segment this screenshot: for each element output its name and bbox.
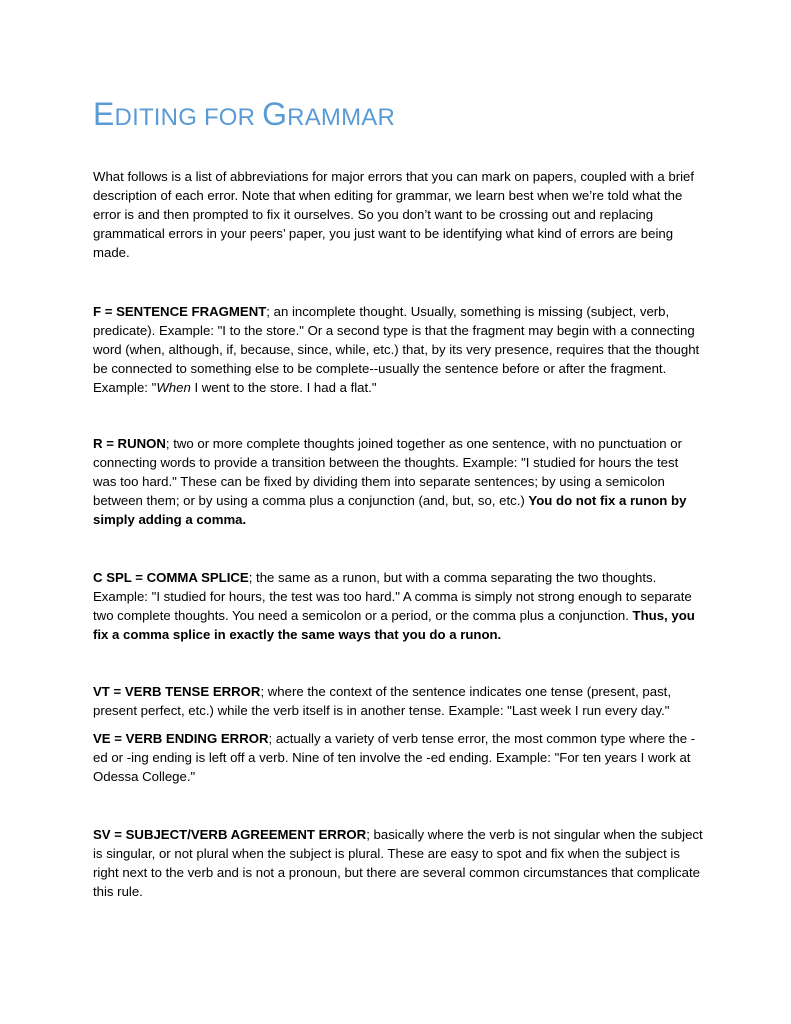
runon-text: ; two or more complete thoughts joined together as one sentence, with no punctuation or connecting words to provide a transition between the thoughts. Example: "I studied for hours the test was too hard." These can be fixed by dividing them into separate sentences; by using a semicolon between them; or by using a comma plus a conjunction (and, but, so, etc.) bbox=[93, 436, 683, 508]
verb-ending-text: ; actually a variety of verb tense error, the most common type where the -ed or -ing ending is left off a verb. Nine of ten involve the -ed ending. Example: "For ten years I work at Odessa College." bbox=[93, 731, 696, 784]
comma-splice-text: ; the same as a runon, but with a comma separating the two thoughts. Example: "I studied for hours, the test was too hard." A comma is simply not strong enough to separate two complete thoughts. You need a semicolon or a period, or the comma plus a conjunction. bbox=[93, 570, 692, 623]
page-title bbox=[93, 98, 395, 130]
title-part-editing-for: DITING FOR bbox=[114, 104, 263, 131]
subject-verb-paragraph bbox=[93, 825, 703, 901]
verb-ending-label: VE = VERB ENDING ERROR bbox=[93, 731, 269, 746]
subject-verb-text: ; basically where the verb is not singular when the subject is singular, or not plural when the subject is plural. These are easy to spot and fix when the subject is right next to the verb and is not a pronoun, but there are several common circumstances that complicate this rule. bbox=[93, 827, 703, 899]
fragment-paragraph bbox=[93, 302, 703, 397]
verb-tense-text: ; where the context of the sentence indicates one tense (present, past, present perfect, etc.) while the verb itself is in another tense. Example: "Last week I run every day." bbox=[93, 684, 671, 718]
subject-verb-label: SV = SUBJECT/VERB AGREEMENT ERROR bbox=[93, 827, 367, 842]
title-initial-e: E bbox=[93, 96, 115, 132]
verb-tense-paragraph bbox=[93, 682, 703, 720]
title-initial-g: G bbox=[262, 96, 288, 132]
comma-splice-label: C SPL = COMMA SPLICE bbox=[93, 570, 249, 585]
runon-label: R = RUNON bbox=[93, 436, 166, 451]
comma-splice-emphasis: Thus, you fix a comma splice in exactly the same ways that you do a runon. bbox=[93, 608, 695, 642]
verb-ending-paragraph bbox=[93, 729, 703, 786]
fragment-text: ; an incomplete thought. Usually, something is missing (subject, verb, predicate). Example: "I to the store." Or a second type is that the fragment may begin with a connecting word (when, although, if, because, since, while, etc.) that, by its very presence, requires that the thought be connected to something else to be complete--usually the sentence before or after the fragment. Example: " bbox=[93, 304, 700, 395]
runon-emphasis: You do not fix a runon by simply adding a comma. bbox=[93, 493, 687, 527]
intro-paragraph: What follows is a list of abbreviations for major errors that you can mark on papers, coupled with a brief description of each error. Note that when editing for grammar, we learn best when we’re told what the error is and then prompted to fix it ourselves. So you don’t want to be crossing out and replacing grammatical errors in your peers’ paper, you just want to be identifying what kind of errors are being made. bbox=[93, 169, 695, 260]
comma-splice-paragraph bbox=[93, 568, 703, 644]
title-part-rammar: RAMMAR bbox=[287, 104, 396, 131]
verb-tense-label: VT = VERB TENSE ERROR bbox=[93, 684, 261, 699]
fragment-label: F = SENTENCE FRAGMENT bbox=[93, 304, 267, 319]
fragment-italic-word: When bbox=[156, 380, 191, 395]
runon-paragraph bbox=[93, 434, 703, 529]
fragment-text-end: I went to the store. I had a flat." bbox=[190, 380, 377, 395]
